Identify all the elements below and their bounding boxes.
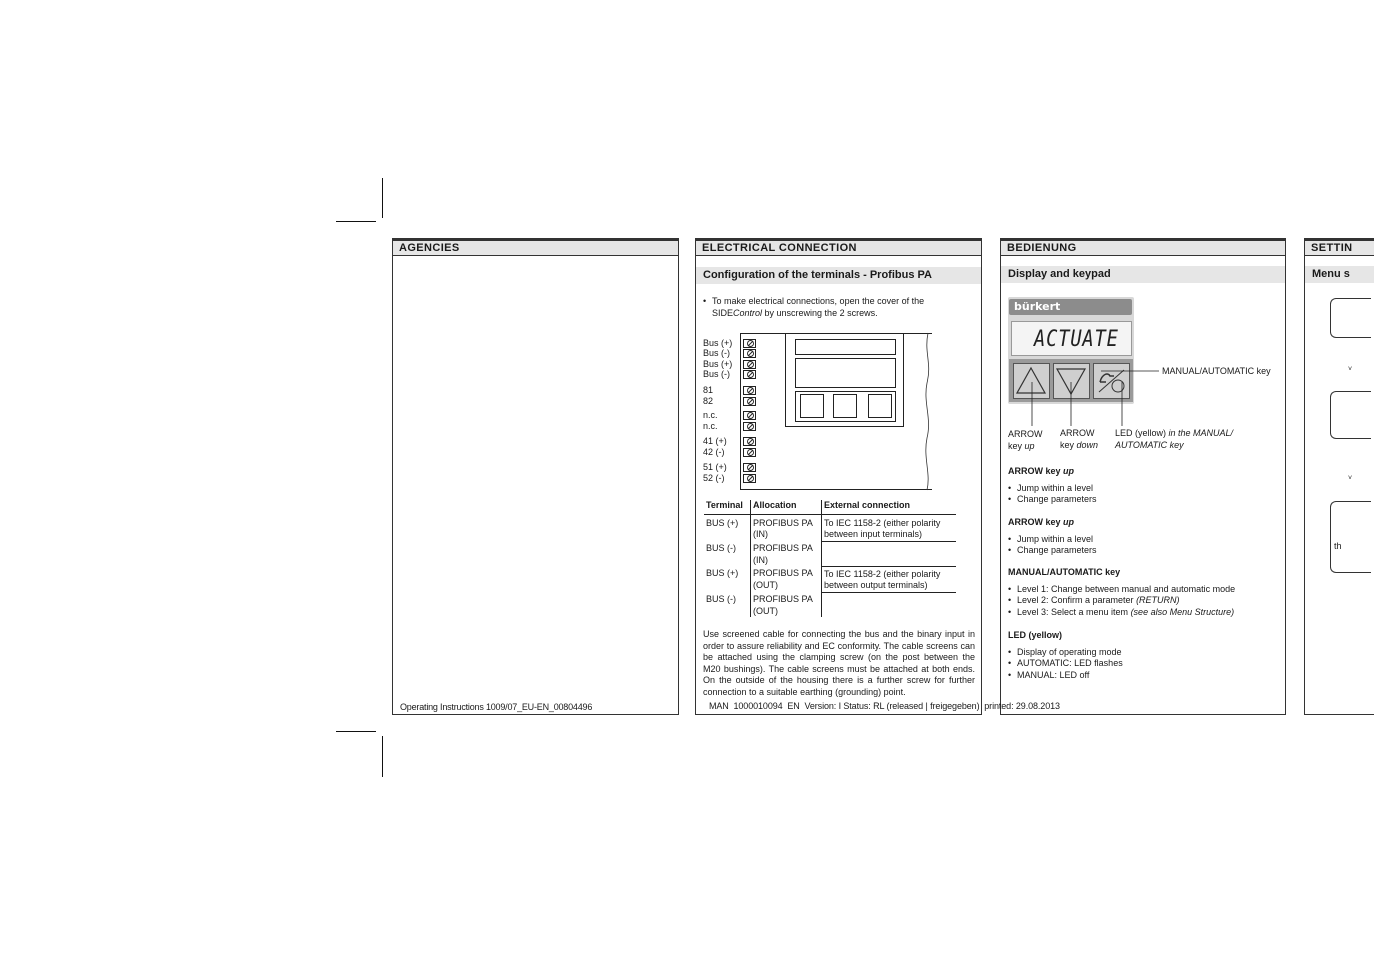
callout-led-em2: AUTOMATIC key <box>1115 439 1184 450</box>
heading-text: ARROW key <box>1008 466 1064 476</box>
table-cell: PROFIBUS PA (OUT) <box>751 566 822 592</box>
screw-terminal-icon <box>743 339 756 348</box>
list-item <box>1008 595 1283 607</box>
screw-terminal-icon <box>743 437 756 446</box>
item-em: (see also Menu Structure) <box>1130 606 1235 617</box>
menu-text-fragment: th <box>1334 541 1342 551</box>
crop-mark-bottom-vertical <box>382 736 383 777</box>
housing-edge <box>922 333 934 495</box>
callout-arrow-down <box>1060 428 1098 451</box>
panel-agencies <box>392 238 679 715</box>
brand-logo: bürkert <box>1014 300 1061 313</box>
intro-text: • To make electrical connections, open the cover of the SIDEControl by unscrewing the 2 screws. <box>703 296 925 318</box>
section-manual-automatic <box>1008 567 1283 618</box>
table-cell: BUS (+) <box>704 514 751 541</box>
screw-terminal-icon <box>743 349 756 358</box>
panel-bedienung <box>1000 238 1286 715</box>
table-header: Terminal <box>704 500 751 514</box>
terminal-label: 41 (+) <box>703 436 727 446</box>
terminal-label: n.c. <box>703 421 718 431</box>
table-cell: PROFIBUS PA (IN) <box>751 514 822 541</box>
crop-mark-top-horizontal <box>336 221 376 222</box>
terminal-label: 52 (-) <box>703 473 725 483</box>
terminal-diagram <box>696 333 936 493</box>
screw-terminal-icon <box>743 422 756 431</box>
table-header: External connection <box>822 500 957 514</box>
heading-em: up <box>1063 517 1075 527</box>
list-item: • Display of operating mode <box>1008 647 1278 659</box>
panel-header: ELECTRICAL CONNECTION <box>696 241 981 256</box>
callout-up-line2: key <box>1008 440 1025 451</box>
table-header-row <box>704 500 956 514</box>
screening-paragraph: Use screened cable for connecting the bus and the binary input in order to assure reliability and EC conformity. The cable screens can be attached using the clamping screw (on the post between the M20 bushings). The cable screens must be attached at both ends. On the outside of the housing there is a further screw for further connection to a suitable earthing (grounding) point. <box>703 629 975 697</box>
keypad-frame <box>795 391 896 422</box>
terminal-label: Bus (-) <box>703 369 730 379</box>
list-item <box>1008 607 1283 619</box>
screw-terminal-icon <box>743 448 756 457</box>
menu-box-1 <box>1330 298 1371 338</box>
item-text: Level 3: Select a menu item <box>1017 606 1131 617</box>
panel-settings <box>1304 238 1374 715</box>
screw-terminal-icon <box>743 474 756 483</box>
document-status-line: MAN 1000010094 EN Version: I Status: RL (released | freigegeben) printed: 29.08.2013 <box>709 701 1060 711</box>
table-cell: BUS (+) <box>704 566 751 592</box>
list-item: • Change parameters <box>1008 545 1278 557</box>
table-cell <box>822 592 957 617</box>
section-heading: LED (yellow) <box>1008 630 1063 640</box>
screw-terminal-icon <box>743 386 756 395</box>
screw-terminal-icon <box>743 463 756 472</box>
callout-up-line1: ARROW <box>1008 429 1043 439</box>
display-module <box>785 333 904 427</box>
section-arrow-up-2 <box>1008 517 1278 557</box>
screw-terminal-icon <box>743 360 756 369</box>
table-cell: PROFIBUS PA (IN) <box>751 541 822 566</box>
intro-end: by unscrewing the 2 screws. <box>762 307 878 318</box>
page-footer: Operating Instructions 1009/07_EU-EN_00804496 <box>400 702 593 712</box>
list-item: • Jump within a level <box>1008 483 1278 495</box>
section-led <box>1008 630 1278 681</box>
item-em: (RETURN) <box>1136 595 1180 605</box>
callout-up-em: up <box>1024 440 1035 451</box>
section-title: Configuration of the terminals - Profibus PA <box>696 267 981 284</box>
terminal-label: 51 (+) <box>703 462 727 472</box>
callout-down-em: down <box>1076 439 1099 450</box>
screw-terminal-icon <box>743 397 756 406</box>
list-item: • AUTOMATIC: LED flashes <box>1008 658 1278 670</box>
key-2 <box>833 394 857 418</box>
terminal-label: n.c. <box>703 410 718 420</box>
display-window-top <box>795 339 896 355</box>
crop-mark-bottom-horizontal <box>336 731 376 732</box>
callout-led <box>1115 428 1233 451</box>
callout-lines <box>1001 241 1287 441</box>
callout-down-line2: key <box>1060 439 1077 450</box>
list-item: • MANUAL: LED off <box>1008 670 1278 682</box>
table-row <box>704 592 956 617</box>
section-arrow-up-1 <box>1008 466 1278 506</box>
section-heading <box>1008 517 1278 529</box>
terminal-label: Bus (-) <box>703 348 730 358</box>
list-item: • Level 1: Change between manual and automatic mode <box>1008 584 1283 596</box>
intro-side: SIDE <box>712 307 734 318</box>
table-cell: To IEC 1158-2 (either polarity between output terminals) <box>822 566 957 592</box>
intro-control: Control <box>733 307 763 318</box>
menu-box-3 <box>1330 501 1371 573</box>
heading-em: up <box>1063 466 1075 476</box>
table-cell: BUS (-) <box>704 592 751 617</box>
menu-arrow-1: ˅ <box>1348 366 1353 373</box>
table-row <box>704 541 956 566</box>
section-heading: MANUAL/AUTOMATIC key <box>1008 567 1121 577</box>
terminal-table <box>704 500 956 617</box>
table-cell: BUS (-) <box>704 541 751 566</box>
terminal-label: 42 (-) <box>703 447 725 457</box>
crop-mark-top-vertical <box>382 178 383 218</box>
key-3 <box>868 394 892 418</box>
table-row <box>704 514 956 541</box>
panel-electrical-connection <box>695 238 982 715</box>
table-cell: To IEC 1158-2 (either polarity between input terminals) <box>822 514 957 541</box>
lcd-text: ACTUATE <box>1034 327 1119 352</box>
panel-header: AGENCIES <box>393 241 678 256</box>
heading-text: ARROW key <box>1008 517 1064 527</box>
screw-terminal-icon <box>743 411 756 420</box>
callout-arrow-up <box>1008 429 1043 452</box>
callout-led-line1: LED (yellow) <box>1115 428 1169 438</box>
callout-led-em1: in the MANUAL/ <box>1168 428 1234 438</box>
menu-arrow-2: ˅ <box>1348 475 1353 482</box>
key-1 <box>800 394 824 418</box>
menu-box-2 <box>1330 391 1371 439</box>
item-text: Level 2: Confirm a parameter <box>1017 595 1137 605</box>
display-window-main <box>795 358 896 388</box>
table-header: Allocation <box>751 500 822 514</box>
terminal-label: 82 <box>703 396 714 406</box>
table-cell <box>822 541 957 566</box>
section-heading <box>1008 466 1278 478</box>
callout-manual-automatic: MANUAL/AUTOMATIC key <box>1162 366 1271 376</box>
section-title: Display and keypad <box>1001 266 1285 283</box>
screw-terminal-icon <box>743 370 756 379</box>
intro-line-1: To make electrical connections, open the cover of the <box>712 296 925 306</box>
terminal-label: Bus (+) <box>703 338 733 348</box>
terminal-label: 81 <box>703 385 714 395</box>
terminal-label: Bus (+) <box>703 359 733 369</box>
list-item: • Change parameters <box>1008 494 1278 506</box>
panel-header: BEDIENUNG <box>1001 241 1285 256</box>
table-row <box>704 566 956 592</box>
panel-header: SETTIN <box>1305 241 1374 256</box>
callout-down-line1: ARROW <box>1060 428 1095 438</box>
section-title: Menu s <box>1305 266 1374 283</box>
table-cell: PROFIBUS PA (OUT) <box>751 592 822 617</box>
list-item: • Jump within a level <box>1008 534 1278 546</box>
